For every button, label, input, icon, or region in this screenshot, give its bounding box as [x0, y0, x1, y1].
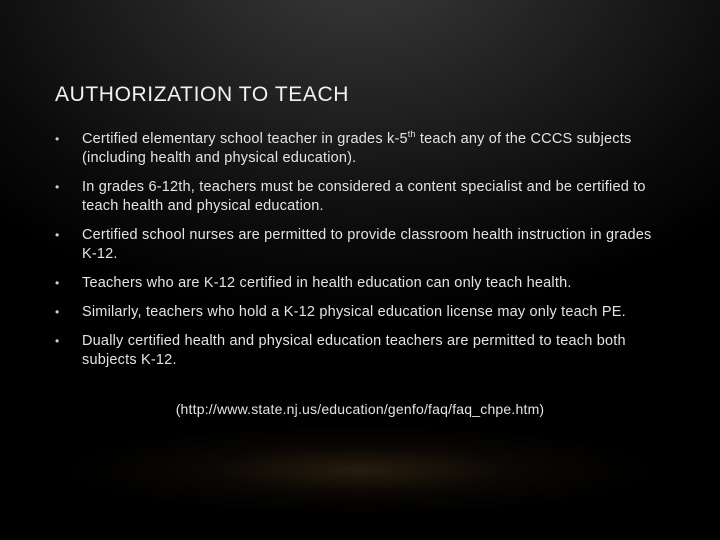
bullet-item: [55, 303, 670, 322]
bullet-text: Certified school nurses are permitted to provide classroom health instruction in grades K-12.: [82, 227, 652, 262]
bullet-list: [55, 130, 670, 380]
bullet-text: Dually certified health and physical education teachers are permitted to teach both subjects K-12.: [82, 333, 626, 368]
bullet-item: [55, 178, 670, 216]
bullet-text: Teachers who are K-12 certified in health education can only teach health.: [82, 275, 572, 291]
bullet-text: In grades 6-12th, teachers must be considered a content specialist and be certified to teach health and physical education.: [82, 179, 646, 214]
bullet-marker: •: [55, 276, 60, 290]
bullet-item: [55, 274, 670, 293]
bullet-item: [55, 226, 670, 264]
bullet-marker: •: [55, 228, 60, 242]
bullet-item: [55, 332, 670, 370]
floor-glow: [60, 430, 660, 540]
bullet-marker: •: [55, 305, 60, 319]
bullet-item: [55, 130, 670, 168]
bullet-text-rest: teach any of the CCCS subjects (including health and physical education).: [82, 131, 632, 166]
bullet-marker: •: [55, 180, 60, 194]
bullet-marker: •: [55, 334, 60, 348]
bullet-text-main: Certified elementary school teacher in grades k-5: [82, 131, 408, 147]
bullet-text: [82, 131, 631, 166]
bullet-text: Similarly, teachers who hold a K-12 physical education license may only teach PE.: [82, 304, 626, 320]
ordinal-suffix: th: [407, 129, 416, 139]
slide-title: AUTHORIZATION TO TEACH: [55, 83, 350, 106]
bullet-marker: •: [55, 132, 60, 146]
source-citation: (http://www.state.nj.us/education/genfo/faq/faq_chpe.htm): [175, 401, 545, 417]
